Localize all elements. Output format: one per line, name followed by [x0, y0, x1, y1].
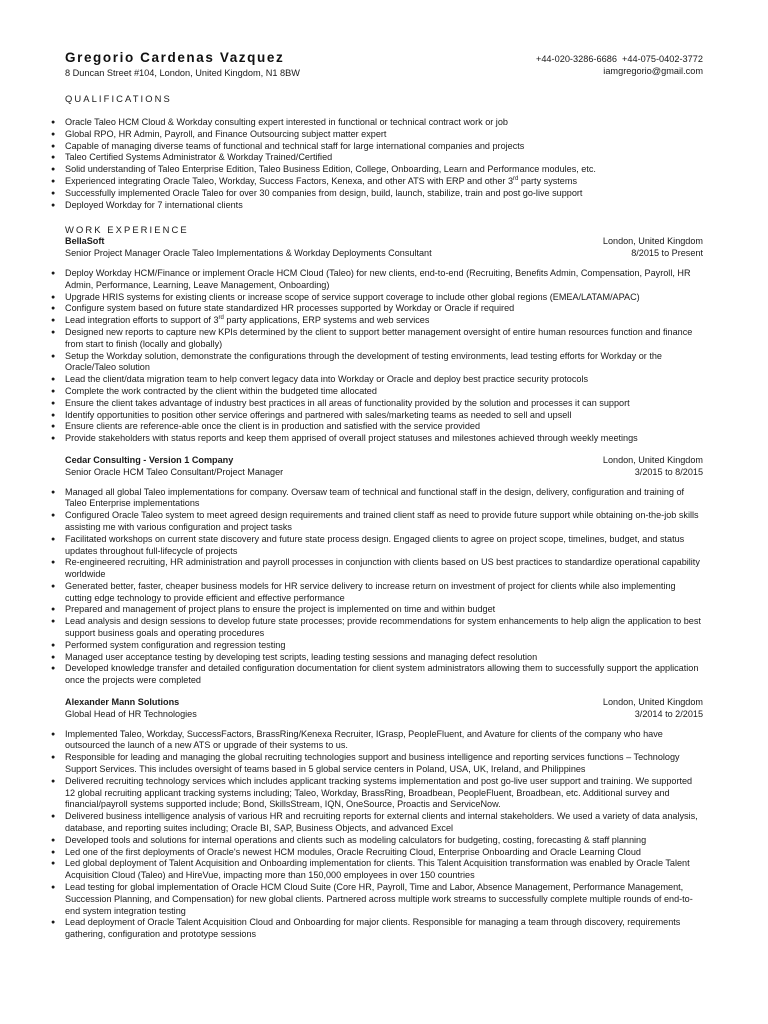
qualification-item: ● Global RPO, HR Admin, Payroll, and Finance Outsourcing subject matter expert — [65, 129, 703, 141]
candidate-name: Gregorio Cardenas Vazquez — [65, 50, 285, 65]
job-bullets — [65, 268, 703, 445]
job-bullet-item: ● Responsible for leading and managing the global recruiting technologies support and business intelligence and reporting services functions – Technology Support Services. This includes oversight of teams based in 5 global service centers in Poland, USA, UK, Ireland, and Philippines — [65, 752, 703, 776]
job-dates: 3/2014 to 2/2015 — [634, 708, 703, 719]
job-bullet-item: ● Re-engineered recruiting, HR administration and payroll processes in conjunction with clients based on US best practices to standardize operational capability worldwide — [65, 557, 703, 581]
job-bullet-item: ● Delivered business intelligence analysis of various HR and recruiting reports for external clients and internal stakeholders. We used a variety of data analysis, database, and reporting suites including; Oracle BI, SAP, Business Objects, and advanced Excel — [65, 811, 703, 835]
job-bullet-item: ● Lead the client/data migration team to help convert legacy data into Workday or Oracle and deploy best practice security protocols — [65, 374, 703, 386]
job-bullet-item: ● Setup the Workday solution, demonstrate the configurations through the development of testing environments, lead testing efforts for Workday or the Oracle/Taleo solution — [65, 351, 703, 375]
job-bullets — [65, 729, 703, 941]
contact-block — [536, 50, 703, 77]
qualification-item: ● Oracle Taleo HCM Cloud & Workday consulting expert interested in functional or technical contract work or job — [65, 117, 703, 129]
job-bullet-item: ● Led one of the first deployments of Oracle's newest HCM modules, Oracle Recruiting Cloud, Enterprise Onboarding and Oracle Learning Cloud — [65, 847, 703, 859]
job-bullet-item: ● Prepared and management of project plans to ensure the project is implemented on time and within budget — [65, 604, 703, 616]
job-company-row — [65, 697, 703, 709]
qualification-item: ● Experienced integrating Oracle Taleo, Workday, Success Factors, Kenexa, and other ATS with ERP and other 3rd party systems — [65, 176, 703, 188]
job-bullet-item: ● Deploy Workday HCM/Finance or implement Oracle HCM Cloud (Taleo) for new clients, end-to-end (Recruiting, Benefits Admin, Compensation, Payroll, HR Admin, Performance, Learning, Leave Management, Onboarding) — [65, 268, 703, 292]
job-bullet-item: ● Configure system based on future state standardized HR processes supported by Workday or Oracle if required — [65, 303, 703, 315]
job-bullet-item: ● Lead deployment of Oracle Talent Acquisition Cloud and Onboarding for major clients. Responsible for managing a team through discovery, requirements gathering, configuration and prototype sessions — [65, 917, 703, 941]
phone-numbers: +44-020-3286-6686 +44-075-0402-3772 — [535, 54, 703, 64]
job-bullet-item: ● Lead analysis and design sessions to develop future state processes; provide recommendations for system enhancements to help align the application to best support business goals and operating procedures — [65, 616, 703, 640]
job-bullet-item: ● Complete the work contracted by the client within the budgeted time allocated — [65, 386, 703, 398]
job-role-row — [65, 709, 703, 721]
job-bullet-item: ● Upgrade HRIS systems for existing clients or increase scope of service support coverage to include other global regions (EMEA/LATAM/APAC) — [65, 292, 703, 304]
job-header — [65, 455, 703, 479]
job-bullet-item: ● Generated better, faster, cheaper business models for HR service delivery to increase return on investment of project for clients while also implementing cutting edge technology to provide efficient and effective performance — [65, 581, 703, 605]
job-bullet-item: ● Lead testing for global implementation of Oracle HCM Cloud Suite (Core HR, Payroll, Time and Labor, Absence Management, Performance Management, Succession Planning, and Compensation) for new global clients. Partnered across multiple work streams to successfully complete multiple rounds of end-to-end system integration testing — [65, 882, 703, 917]
job-header — [65, 697, 703, 721]
job-location: London, United Kingdom — [602, 454, 703, 465]
qualification-item: ● Taleo Certified Systems Administrator & Workday Trained/Certified — [65, 152, 703, 164]
resume-document — [65, 50, 703, 941]
job-dates: 3/2015 to 8/2015 — [634, 466, 703, 477]
job-company-row — [65, 236, 703, 248]
job-location: London, United Kingdom — [602, 697, 703, 708]
job-dates: 8/2015 to Present — [631, 248, 703, 259]
job-role: Senior Project Manager Oracle Taleo Implementations & Workday Deployments Consultant — [65, 248, 432, 259]
job-bullet-item: ● Implemented Taleo, Workday, SuccessFactors, BrassRing/Kenexa Recruiter, IGrasp, PeopleFluent, and Avature for clients of the company who have outsourced the launch of a new ATS or upgrade of their systems to us. — [65, 729, 703, 753]
job-bullet-item: ● Managed all global Taleo implementations for company. Oversaw team of technical and functional staff in the design, delivery, configuration and training of Taleo Enterprise implementations — [65, 487, 703, 511]
qualification-item: ● Deployed Workday for 7 international clients — [65, 200, 703, 212]
job-entry — [65, 697, 703, 941]
qualification-item: ● Solid understanding of Taleo Enterprise Edition, Taleo Business Edition, College, Onboarding, Learn and Performance modules, etc. — [65, 164, 703, 176]
job-bullets — [65, 487, 703, 688]
identity-block — [65, 50, 300, 79]
job-role: Senior Oracle HCM Taleo Consultant/Project Manager — [65, 466, 284, 477]
qualifications-list — [65, 117, 703, 211]
job-bullet-item: ● Identify opportunities to position other service offerings and partnered with sales/marketing teams as needed to sell and upsell — [65, 410, 703, 422]
job-entry — [65, 455, 703, 687]
job-bullet-item: ● Developed knowledge transfer and detailed configuration documentation for client system administrators allowing them to successfully support the application once the projects were completed — [65, 663, 703, 687]
job-header — [65, 236, 703, 260]
job-bullet-item: ● Managed user acceptance testing by developing test scripts, leading testing sessions and managing defect resolution — [65, 652, 703, 664]
job-bullet-item: ● Delivered recruiting technology services which includes applicant tracking systems implementation and post go-live user support and training. We supported 12 global recruiting applicant tracking systems including; Taleo, Workday, BrassRing, Broadbean, PeopleFluent, Broadbean, etc. Additional survey and financial/payroll systems supported include; Bond, SkillsStream, IQN, OneSource, Proactis and ServiceNow. — [65, 776, 703, 811]
qualification-item: ● Capable of managing diverse teams of functional and technical staff for large international companies and projects — [65, 141, 703, 153]
work-experience-heading: WORK EXPERIENCE — [65, 224, 189, 236]
job-bullet-item: ● Facilitated workshops on current state discovery and future state process design. Engaged clients to agree on project scope, timelines, budget, and status updates throughout full-lifecycle of projects — [65, 534, 703, 558]
job-role-row — [65, 248, 703, 260]
email-address: iamgregorio@gmail.com — [603, 66, 703, 76]
jobs-container — [65, 236, 703, 941]
resume-header — [65, 50, 703, 79]
job-bullet-item: ● Designed new reports to capture new KPIs determined by the client to support better management oversight of entire human resources function and finance from start to finish (locally and globally) — [65, 327, 703, 351]
qualification-item: ● Successfully implemented Oracle Taleo for over 30 companies from design, build, launch, stabilize, train and post go-live support — [65, 188, 703, 200]
job-company: Alexander Mann Solutions — [65, 697, 180, 708]
job-bullet-item: ● Ensure the client takes advantage of industry best practices in all areas of functionality provided by the solution and processes it can support — [65, 398, 703, 410]
job-bullet-item: ● Configured Oracle Taleo system to meet agreed design requirements and trained client staff as need to provide future support while obtaining on-the-job skills assisting me with various configuration and project tasks — [65, 510, 703, 534]
qualifications-heading: QUALIFICATIONS — [65, 93, 172, 104]
job-role: Global Head of HR Technologies — [65, 708, 197, 719]
job-company-row — [65, 455, 703, 467]
job-bullet-item: ● Led global deployment of Talent Acquisition and Onboarding implementation for clients. This Talent Acquisition transformation was enabled by Oracle Talent Acquisition Cloud (Taleo) and HireVue, impacting more than 150,000 employees in over 150 countries — [65, 858, 703, 882]
candidate-address: 8 Duncan Street #104, London, United Kingdom, N1 8BW — [65, 68, 300, 78]
job-bullet-item: ● Ensure clients are reference-able once the client is in production and satisfied with the service provided — [65, 421, 703, 433]
job-bullet-item: ● Developed tools and solutions for internal operations and clients such as modeling calculators for budgeting, costing, forecasting & staff planning — [65, 835, 703, 847]
job-bullet-item: ● Lead integration efforts to support of 3rd party applications, ERP systems and web services — [65, 315, 703, 327]
job-location: London, United Kingdom — [602, 236, 703, 247]
job-company: BellaSoft — [65, 236, 105, 247]
job-role-row — [65, 467, 703, 479]
job-bullet-item: ● Performed system configuration and regression testing — [65, 640, 703, 652]
job-company: Cedar Consulting - Version 1 Company — [65, 454, 234, 465]
job-bullet-item: ● Provide stakeholders with status reports and keep them apprised of overall project statuses and milestones achieved through weekly meetings — [65, 433, 703, 445]
job-entry — [65, 236, 703, 445]
